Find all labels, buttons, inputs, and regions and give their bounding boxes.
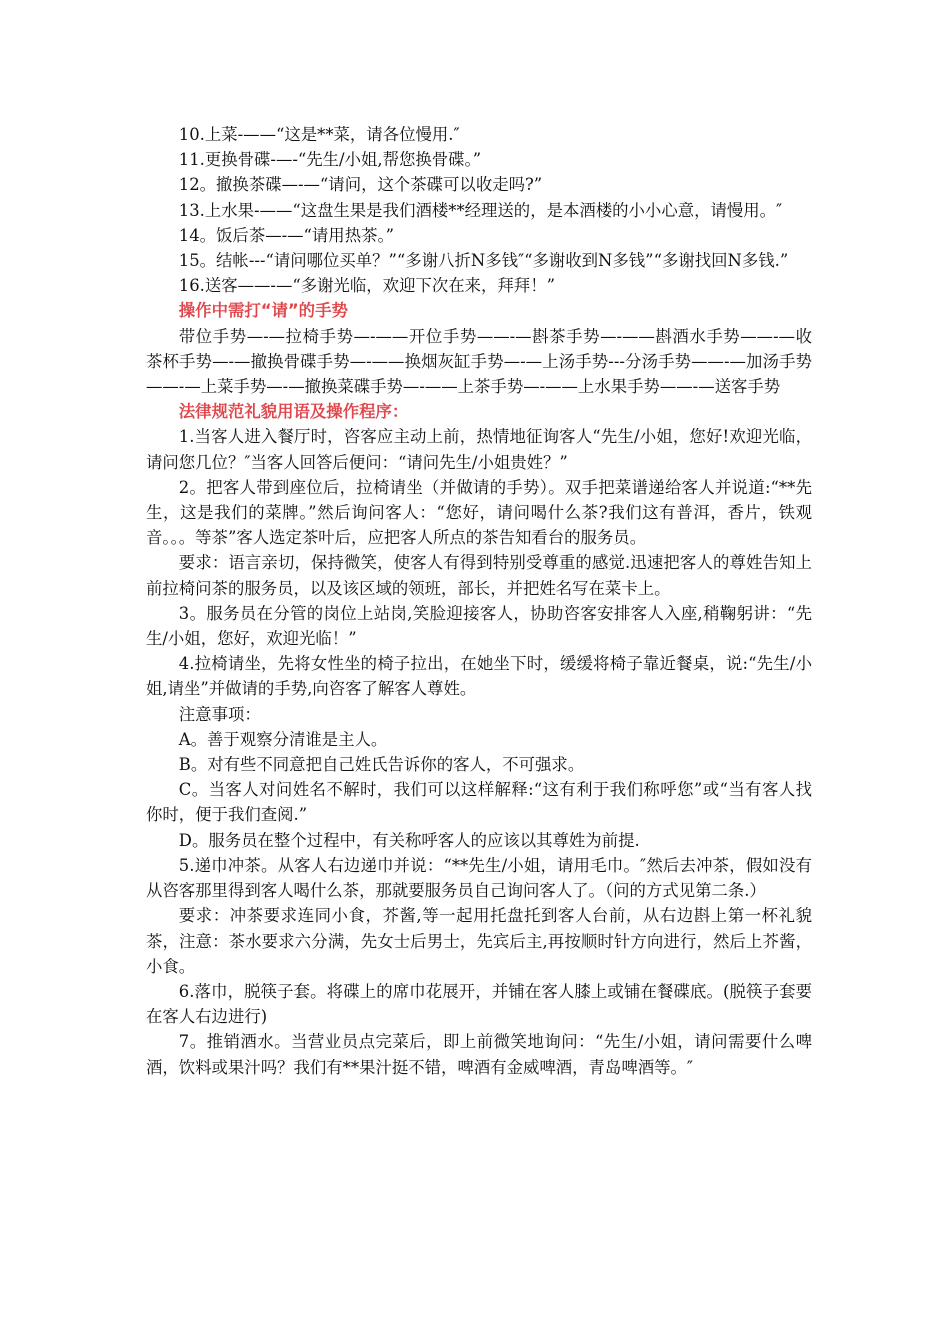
phrase-13: 13.上水果-——“这盘生果是我们酒楼**经理送的，是本酒楼的小小心意，请慢用。″: [178, 200, 783, 220]
note-a: A。善于观察分清谁是主人。: [178, 729, 388, 749]
note-b: B。对有些不同意把自己姓氏告诉你的客人，不可强求。: [178, 755, 585, 775]
procedure-requirement-1: 要求：语言亲切，保持微笑，使客人有得到特别受尊重的感觉.迅速把客人的尊姓告知上前拉椅问茶的服务员，以及该区域的领班，部长，并把姓名写在菜卡上。: [146, 553, 812, 598]
note-c: C。当客人对问姓名不解时，我们可以这样解释:“这有利于我们称呼您”或“当有客人找你时，便于我们查阅.”: [146, 780, 812, 825]
procedure-step-3: 3。服务员在分管的岗位上站岗,笑脸迎接客人，协助咨客安排客人入座,稍鞠躬讲：“先生/小姐，您好，欢迎光临！”: [146, 603, 812, 649]
procedure-requirement-2: 要求：冲茶要求连同小食，芥酱,等一起用托盘托到客人台前，从右边斟上第一杯礼貌茶，注意：茶水要求六分满，先女士后男士，先宾后主,再按顺时针方向进行，然后上芥酱，小食。: [146, 906, 812, 976]
phrase-12: 12。撤换茶碟—-—“请问，这个茶碟可以收走吗?”: [178, 175, 543, 195]
procedure-step-6: 6.落巾，脱筷子套。将碟上的席巾花展开，并铺在客人膝上或铺在餐碟底。(脱筷子套要在客人右边进行): [146, 981, 812, 1027]
procedure-heading: 法律规范礼貌用语及操作程序：: [178, 402, 409, 422]
procedure-step-2: 2。把客人带到座位后，拉椅请坐（并做请的手势）。双手把菜谱递给客人并说道:“**先生，这是我们的菜牌。”然后询问客人：“您好，请问喝什么茶?我们这有普洱，香片，铁观音。。。等茶”客人选定茶叶后，应把客人所点的茶告知看台的服务员。: [146, 477, 812, 548]
phrase-15: 15。结帐---“请问哪位买单？”“多谢八折N多钱″“多谢收到N多钱”“多谢找回N多钱.”: [178, 251, 789, 271]
procedure-step-1: 1.当客人进入餐厅时，咨客应主动上前，热情地征询客人“先生/小姐，您好!欢迎光临，请问您几位？″当客人回答后便问：“请问先生/小姐贵姓？”: [146, 427, 812, 472]
note-d: D。服务员在整个过程中，有关称呼客人的应该以其尊姓为前提.: [178, 830, 640, 850]
document-page: [146, 122, 812, 1080]
notes-heading: 注意事项：: [178, 704, 261, 724]
procedure-step-5: 5.递巾冲茶。从客人右边递巾并说：“**先生/小姐，请用毛巾。″然后去冲茶，假如没有从咨客那里得到客人喝什么茶，那就要服务员自己询问客人了。（问的方式见第二条.）: [146, 855, 812, 901]
phrase-11: 11.更换骨碟-—-“先生/小姐,帮您换骨碟。”: [178, 150, 482, 170]
procedure-step-4: 4.拉椅请坐，先将女性坐的椅子拉出，在她坐下时，缓缓将椅子靠近餐桌，说:“先生/小姐,请坐”并做请的手势,向咨客了解客人尊姓。: [146, 654, 812, 699]
procedure-step-7: 7。推销酒水。当营业员点完菜后，即上前微笑地询问：“先生/小姐，请问需要什么啤酒，饮料或果汁吗？我们有**果汁挺不错，啤酒有金威啤酒，青岛啤酒等。″: [146, 1032, 812, 1077]
gesture-list: 带位手势—-—拉椅手势—-——开位手势——-—斟茶手势—-——斟酒水手势——-—收茶杯手势—-—撤换骨碟手势—-——换烟灰缸手势—-—上汤手势---分汤手势——-—加汤手势——-—上菜手势—-—撤换菜碟手势—-——上茶手势—-——上水果手势——-—送客手势: [146, 326, 812, 397]
gesture-heading: 操作中需打“请”的手势: [178, 301, 348, 321]
phrase-10: 10.上菜-——“这是**菜，请各位慢用.″: [178, 125, 460, 144]
phrase-16: 16.送客——-—“多谢光临，欢迎下次在来，拜拜！”: [178, 276, 555, 296]
phrase-14: 14。饭后茶—-—“请用热茶。”: [178, 225, 395, 245]
